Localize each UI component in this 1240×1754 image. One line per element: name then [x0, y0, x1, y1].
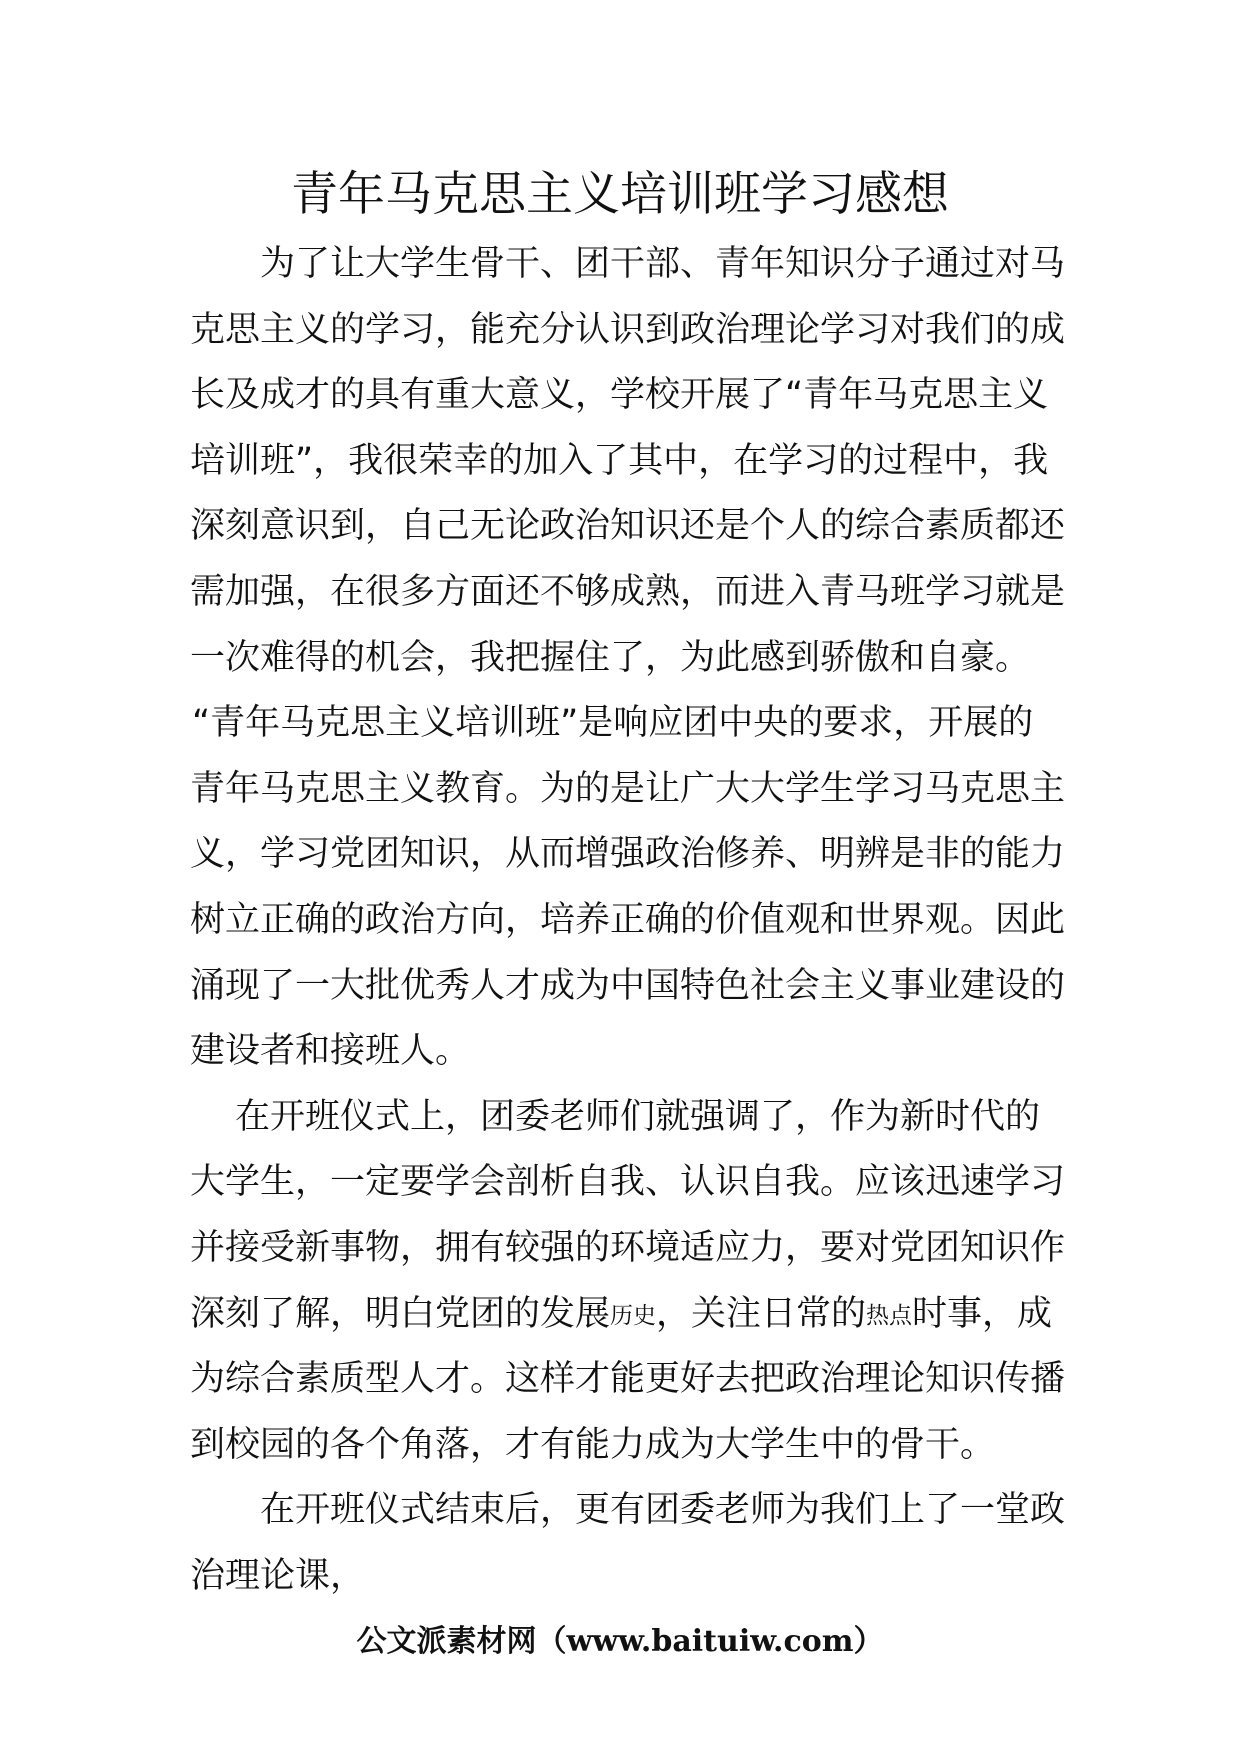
text-line: 树立正确的政治方向，培养正确的价值观和世界观。因此	[190, 899, 1066, 940]
text-line: 培训班”，我很荣幸的加入了其中，在学习的过程中，我	[190, 440, 1049, 481]
text-line-mixed	[190, 1282, 1053, 1348]
document-title: 青年马克思主义培训班学习感想	[291, 167, 949, 222]
text-segment: 时事，成	[912, 1293, 1053, 1334]
text-line: 并接受新事物，拥有较强的环境适应力，要对党团知识作	[190, 1227, 1066, 1268]
text-line: 为综合素质型人才。这样才能更好去把政治理论知识传播	[190, 1359, 1066, 1400]
text-line: 长及成才的具有重大意义，学校开展了“青年马克思主义	[190, 375, 1049, 416]
text-segment: ，关注日常的	[656, 1293, 867, 1334]
text-segment-small: 历史	[610, 1302, 657, 1329]
text-line: 青年马克思主义教育。为的是让广大大学生学习马克思主	[190, 768, 1066, 809]
text-segment: 深刻了解，明白党团的发展	[190, 1293, 611, 1334]
document-body	[190, 232, 1066, 1609]
text-line: 深刻意识到，自己无论政治知识还是个人的综合素质都还	[190, 506, 1066, 547]
text-line: 治理论课，	[190, 1555, 366, 1596]
text-segment-small: 热点	[866, 1302, 913, 1329]
footer-source: 公文派素材网（www.baituiw.com）	[356, 1624, 884, 1659]
text-line: 在开班仪式结束后，更有团委老师为我们上了一堂政	[260, 1490, 1066, 1531]
text-line: 建设者和接班人。	[190, 1031, 471, 1072]
text-line: 为了让大学生骨干、团干部、青年知识分子通过对马	[260, 244, 1066, 284]
text-line: “青年马克思主义培训班”是响应团中央的要求，开展的	[192, 703, 1034, 744]
text-line: 需加强，在很多方面还不够成熟，而进入青马班学习就是	[190, 571, 1066, 612]
text-line: 涌现了一大批优秀人才成为中国特色社会主义事业建设的	[190, 965, 1066, 1006]
text-line: 克思主义的学习，能充分认识到政治理论学习对我们的成	[190, 309, 1066, 350]
text-line: 义，学习党团知识，从而增强政治修养、明辨是非的能力	[190, 834, 1066, 875]
text-line: 在开班仪式上，团委老师们就强调了，作为新时代的	[235, 1096, 1041, 1137]
text-line: 大学生，一定要学会剖析自我、认识自我。应该迅速学习	[190, 1162, 1066, 1203]
text-line: 一次难得的机会，我把握住了，为此感到骄傲和自豪。	[190, 637, 1031, 678]
text-line: 到校园的各个角落，才有能力成为大学生中的骨干。	[190, 1424, 996, 1465]
